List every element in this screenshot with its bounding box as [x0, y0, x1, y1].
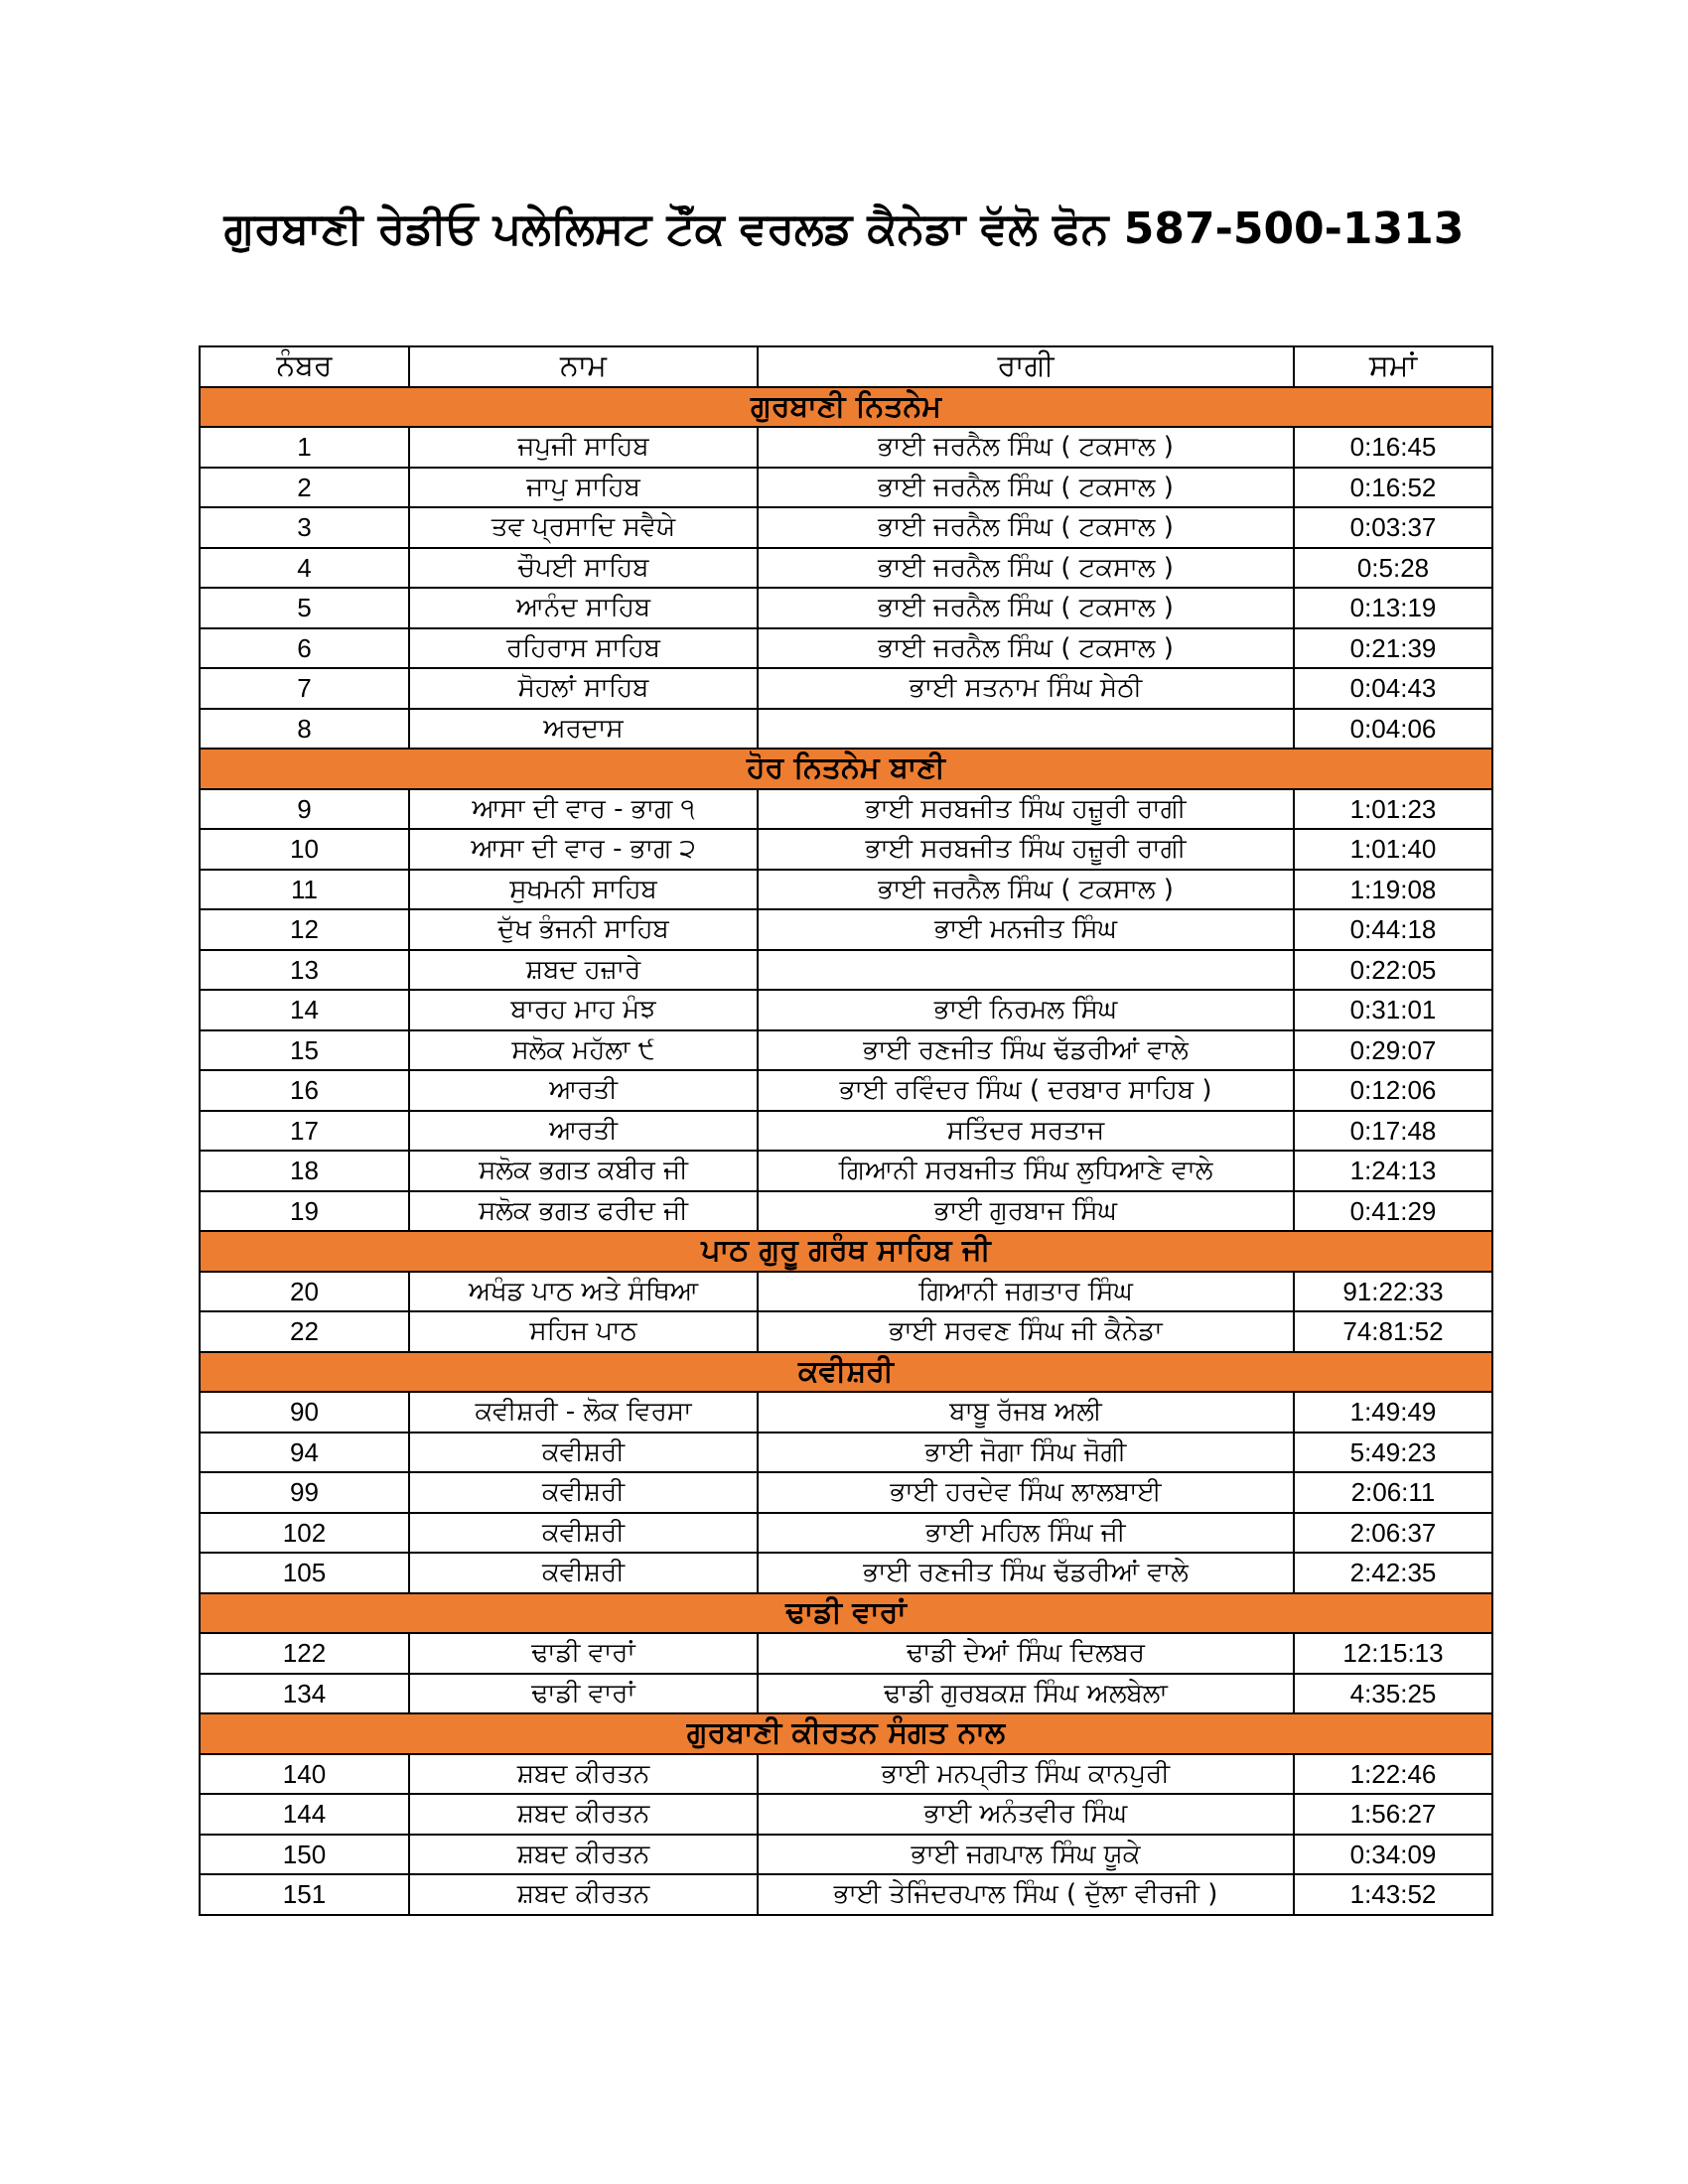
track-ragi: ਗਿਆਨੀ ਜਗਤਾਰ ਸਿੰਘ — [758, 1272, 1294, 1312]
table-row — [200, 789, 1492, 830]
track-duration: 0:17:48 — [1294, 1111, 1492, 1152]
table-row — [200, 1030, 1492, 1071]
table-row — [200, 1513, 1492, 1554]
track-name: ਸਲੋਕ ਮਹੱਲਾ ੯ — [409, 1030, 758, 1071]
section-title: ਗੁਰਬਾਣੀ ਕੀਰਤਨ ਸੰਗਤ ਨਾਲ — [200, 1713, 1492, 1754]
track-ragi: ਭਾਈ ਮਨਜੀਤ ਸਿੰਘ — [758, 909, 1294, 950]
track-ragi — [758, 950, 1294, 991]
table-row — [200, 1674, 1492, 1714]
section-header-row — [200, 1231, 1492, 1272]
track-number: 22 — [200, 1311, 409, 1352]
track-number: 9 — [200, 789, 409, 830]
track-name: ਕਵੀਸ਼ਰੀ — [409, 1553, 758, 1593]
track-name: ਆਰਤੀ — [409, 1111, 758, 1152]
table-row — [200, 548, 1492, 589]
track-duration: 2:06:11 — [1294, 1472, 1492, 1513]
playlist-body — [200, 387, 1492, 1915]
track-duration: 0:16:45 — [1294, 427, 1492, 468]
track-name: ਸੁਖਮਨੀ ਸਾਹਿਬ — [409, 870, 758, 910]
track-number: 15 — [200, 1030, 409, 1071]
track-duration: 0:21:39 — [1294, 628, 1492, 669]
track-ragi: ਭਾਈ ਨਿਰਮਲ ਸਿੰਘ — [758, 990, 1294, 1030]
track-duration: 0:29:07 — [1294, 1030, 1492, 1071]
section-header-row — [200, 1593, 1492, 1634]
track-ragi: ਭਾਈ ਸਤਨਾਮ ਸਿੰਘ ਸੇਠੀ — [758, 668, 1294, 709]
header-number: ਨੰਬਰ — [200, 346, 409, 387]
table-row — [200, 1754, 1492, 1795]
track-name: ਅਖੰਡ ਪਾਠ ਅਤੇ ਸੰਥਿਆ — [409, 1272, 758, 1312]
table-row — [200, 829, 1492, 870]
track-duration: 0:22:05 — [1294, 950, 1492, 991]
track-name: ਆਨੰਦ ਸਾਹਿਬ — [409, 588, 758, 628]
section-header-row — [200, 1352, 1492, 1393]
track-number: 140 — [200, 1754, 409, 1795]
track-duration: 2:06:37 — [1294, 1513, 1492, 1554]
track-ragi: ਭਾਈ ਰਣਜੀਤ ਸਿੰਘ ਢੱਡਰੀਆਂ ਵਾਲੇ — [758, 1030, 1294, 1071]
track-number: 8 — [200, 709, 409, 750]
section-header-row — [200, 1713, 1492, 1754]
track-duration: 1:56:27 — [1294, 1794, 1492, 1835]
track-duration: 4:35:25 — [1294, 1674, 1492, 1714]
track-name: ਕਵੀਸ਼ਰੀ — [409, 1513, 758, 1554]
track-duration: 0:44:18 — [1294, 909, 1492, 950]
track-name: ਤਵ ਪ੍ਰਸਾਦਿ ਸਵੈਯੇ — [409, 507, 758, 548]
track-name: ਰਹਿਰਾਸ ਸਾਹਿਬ — [409, 628, 758, 669]
track-ragi: ਸਤਿੰਦਰ ਸਰਤਾਜ — [758, 1111, 1294, 1152]
table-row — [200, 1272, 1492, 1312]
track-name: ਕਵੀਸ਼ਰੀ — [409, 1472, 758, 1513]
track-duration: 0:04:06 — [1294, 709, 1492, 750]
track-ragi: ਭਾਈ ਜਰਨੈਲ ਸਿੰਘ ( ਟਕਸਾਲ ) — [758, 548, 1294, 589]
track-duration: 0:03:37 — [1294, 507, 1492, 548]
track-number: 10 — [200, 829, 409, 870]
track-ragi: ਭਾਈ ਜਰਨੈਲ ਸਿੰਘ ( ਟਕਸਾਲ ) — [758, 628, 1294, 669]
track-duration: 0:41:29 — [1294, 1191, 1492, 1232]
track-ragi: ਭਾਈ ਜਰਨੈਲ ਸਿੰਘ ( ਟਕਸਾਲ ) — [758, 588, 1294, 628]
table-row — [200, 909, 1492, 950]
track-duration: 0:5:28 — [1294, 548, 1492, 589]
section-title: ਢਾਡੀ ਵਾਰਾਂ — [200, 1593, 1492, 1634]
track-duration: 1:01:40 — [1294, 829, 1492, 870]
track-name: ਦੁੱਖ ਭੰਜਨੀ ਸਾਹਿਬ — [409, 909, 758, 950]
track-duration: 0:34:09 — [1294, 1835, 1492, 1875]
track-duration: 1:22:46 — [1294, 1754, 1492, 1795]
track-duration: 0:12:06 — [1294, 1070, 1492, 1111]
track-ragi: ਭਾਈ ਜਰਨੈਲ ਸਿੰਘ ( ਟਕਸਾਲ ) — [758, 427, 1294, 468]
table-row — [200, 468, 1492, 508]
track-ragi — [758, 709, 1294, 750]
track-ragi: ਭਾਈ ਹਰਦੇਵ ਸਿੰਘ ਲਾਲਬਾਈ — [758, 1472, 1294, 1513]
track-name: ਢਾਡੀ ਵਾਰਾਂ — [409, 1674, 758, 1714]
track-name: ਆਸਾ ਦੀ ਵਾਰ - ਭਾਗ ੨ — [409, 829, 758, 870]
table-row — [200, 628, 1492, 669]
table-row — [200, 1392, 1492, 1433]
track-duration: 74:81:52 — [1294, 1311, 1492, 1352]
track-name: ਜਪੁਜੀ ਸਾਹਿਬ — [409, 427, 758, 468]
track-number: 4 — [200, 548, 409, 589]
track-ragi: ਭਾਈ ਜੋਗਾ ਸਿੰਘ ਜੋਗੀ — [758, 1433, 1294, 1473]
table-row — [200, 1111, 1492, 1152]
table-row — [200, 870, 1492, 910]
track-number: 5 — [200, 588, 409, 628]
track-duration: 2:42:35 — [1294, 1553, 1492, 1593]
track-ragi: ਢਾਡੀ ਗੁਰਬਕਸ਼ ਸਿੰਘ ਅਲਬੇਲਾ — [758, 1674, 1294, 1714]
table-row — [200, 1835, 1492, 1875]
table-row — [200, 427, 1492, 468]
track-number: 16 — [200, 1070, 409, 1111]
track-ragi: ਢਾਡੀ ਦੇਆਂ ਸਿੰਘ ਦਿਲਬਰ — [758, 1633, 1294, 1674]
track-ragi: ਭਾਈ ਰਵਿੰਦਰ ਸਿੰਘ ( ਦਰਬਾਰ ਸਾਹਿਬ ) — [758, 1070, 1294, 1111]
section-header-row — [200, 387, 1492, 428]
track-number: 150 — [200, 1835, 409, 1875]
section-title: ਹੋਰ ਨਿਤਨੇਮ ਬਾਣੀ — [200, 749, 1492, 789]
track-name: ਸਹਿਜ ਪਾਠ — [409, 1311, 758, 1352]
track-number: 102 — [200, 1513, 409, 1554]
track-number: 7 — [200, 668, 409, 709]
track-duration: 1:49:49 — [1294, 1392, 1492, 1433]
track-ragi: ਭਾਈ ਜਗਪਾਲ ਸਿੰਘ ਯੂਕੇ — [758, 1835, 1294, 1875]
track-number: 12 — [200, 909, 409, 950]
track-name: ਸੋਹਲਾਂ ਸਾਹਿਬ — [409, 668, 758, 709]
track-number: 1 — [200, 427, 409, 468]
track-number: 20 — [200, 1272, 409, 1312]
track-ragi: ਭਾਈ ਸਰਵਣ ਸਿੰਘ ਜੀ ਕੈਨੇਡਾ — [758, 1311, 1294, 1352]
track-ragi: ਭਾਈ ਗੁਰਬਾਜ ਸਿੰਘ — [758, 1191, 1294, 1232]
track-duration: 1:01:23 — [1294, 789, 1492, 830]
table-row — [200, 1633, 1492, 1674]
track-number: 99 — [200, 1472, 409, 1513]
track-ragi: ਭਾਈ ਜਰਨੈਲ ਸਿੰਘ ( ਟਕਸਾਲ ) — [758, 468, 1294, 508]
track-name: ਬਾਰਹ ਮਾਹ ਮੰਝ — [409, 990, 758, 1030]
track-ragi: ਭਾਈ ਜਰਨੈਲ ਸਿੰਘ ( ਟਕਸਾਲ ) — [758, 870, 1294, 910]
track-duration: 0:04:43 — [1294, 668, 1492, 709]
track-name: ਸ਼ਬਦ ਕੀਰਤਨ — [409, 1754, 758, 1795]
playlist-table — [199, 345, 1493, 1916]
track-ragi: ਭਾਈ ਜਰਨੈਲ ਸਿੰਘ ( ਟਕਸਾਲ ) — [758, 507, 1294, 548]
section-title: ਕਵੀਸ਼ਰੀ — [200, 1352, 1492, 1393]
track-number: 11 — [200, 870, 409, 910]
track-name: ਸ਼ਬਦ ਹਜ਼ਾਰੇ — [409, 950, 758, 991]
track-ragi: ਭਾਈ ਅਨੰਤਵੀਰ ਸਿੰਘ — [758, 1794, 1294, 1835]
track-number: 151 — [200, 1874, 409, 1915]
table-row — [200, 1553, 1492, 1593]
table-row — [200, 668, 1492, 709]
track-number: 134 — [200, 1674, 409, 1714]
track-number: 105 — [200, 1553, 409, 1593]
track-number: 3 — [200, 507, 409, 548]
track-ragi: ਭਾਈ ਰਣਜੀਤ ਸਿੰਘ ਢੱਡਰੀਆਂ ਵਾਲੇ — [758, 1553, 1294, 1593]
track-name: ਆਰਤੀ — [409, 1070, 758, 1111]
table-row — [200, 1311, 1492, 1352]
track-number: 6 — [200, 628, 409, 669]
table-row — [200, 1191, 1492, 1232]
table-row — [200, 1874, 1492, 1915]
track-ragi: ਬਾਬੂ ਰੱਜਬ ਅਲੀ — [758, 1392, 1294, 1433]
track-ragi: ਭਾਈ ਸਰਬਜੀਤ ਸਿੰਘ ਹਜ਼ੂਰੀ ਰਾਗੀ — [758, 829, 1294, 870]
section-header-row — [200, 749, 1492, 789]
track-name: ਅਰਦਾਸ — [409, 709, 758, 750]
table-row — [200, 1070, 1492, 1111]
track-name: ਸ਼ਬਦ ਕੀਰਤਨ — [409, 1794, 758, 1835]
track-duration: 12:15:13 — [1294, 1633, 1492, 1674]
track-name: ਆਸਾ ਦੀ ਵਾਰ - ਭਾਗ ੧ — [409, 789, 758, 830]
track-duration: 0:13:19 — [1294, 588, 1492, 628]
track-name: ਸਲੋਕ ਭਗਤ ਫਰੀਦ ਜੀ — [409, 1191, 758, 1232]
header-ragi: ਰਾਗੀ — [758, 346, 1294, 387]
header-name: ਨਾਮ — [409, 346, 758, 387]
track-ragi: ਭਾਈ ਤੇਜਿੰਦਰਪਾਲ ਸਿੰਘ ( ਦੁੱਲਾ ਵੀਰਜੀ ) — [758, 1874, 1294, 1915]
table-row — [200, 1472, 1492, 1513]
track-number: 2 — [200, 468, 409, 508]
track-number: 90 — [200, 1392, 409, 1433]
track-number: 13 — [200, 950, 409, 991]
table-row — [200, 588, 1492, 628]
table-row — [200, 709, 1492, 750]
track-duration: 0:31:01 — [1294, 990, 1492, 1030]
track-duration: 5:49:23 — [1294, 1433, 1492, 1473]
track-name: ਕਵੀਸ਼ਰੀ - ਲੋਕ ਵਿਰਸਾ — [409, 1392, 758, 1433]
track-number: 122 — [200, 1633, 409, 1674]
page-title: ਗੁਰਬਾਣੀ ਰੇਡੀਓ ਪਲੇਲਿਸਟ ਟੌੱਕ ਵਰਲਡ ਕੈਨੇਡਾ ਵੱਲੋ ਫੋਨ 587-500-1313 — [223, 204, 1465, 254]
track-duration: 1:24:13 — [1294, 1151, 1492, 1191]
track-ragi: ਗਿਆਨੀ ਸਰਬਜੀਤ ਸਿੰਘ ਲੁਧਿਆਣੇ ਵਾਲੇ — [758, 1151, 1294, 1191]
track-ragi: ਭਾਈ ਮਹਿਲ ਸਿੰਘ ਜੀ — [758, 1513, 1294, 1554]
track-name: ਢਾਡੀ ਵਾਰਾਂ — [409, 1633, 758, 1674]
track-number: 94 — [200, 1433, 409, 1473]
track-duration: 91:22:33 — [1294, 1272, 1492, 1312]
track-duration: 1:19:08 — [1294, 870, 1492, 910]
table-header-row — [200, 346, 1492, 387]
track-ragi: ਭਾਈ ਮਨਪ੍ਰੀਤ ਸਿੰਘ ਕਾਨਪੁਰੀ — [758, 1754, 1294, 1795]
track-name: ਕਵੀਸ਼ਰੀ — [409, 1433, 758, 1473]
table-row — [200, 1794, 1492, 1835]
track-name: ਸ਼ਬਦ ਕੀਰਤਨ — [409, 1874, 758, 1915]
track-number: 17 — [200, 1111, 409, 1152]
track-number: 144 — [200, 1794, 409, 1835]
track-ragi: ਭਾਈ ਸਰਬਜੀਤ ਸਿੰਘ ਹਜ਼ੂਰੀ ਰਾਗੀ — [758, 789, 1294, 830]
track-number: 19 — [200, 1191, 409, 1232]
section-title: ਪਾਠ ਗੁਰੂ ਗਰੰਥ ਸਾਹਿਬ ਜੀ — [200, 1231, 1492, 1272]
table-row — [200, 1151, 1492, 1191]
table-row — [200, 990, 1492, 1030]
track-name: ਸ਼ਬਦ ਕੀਰਤਨ — [409, 1835, 758, 1875]
table-row — [200, 507, 1492, 548]
track-duration: 1:43:52 — [1294, 1874, 1492, 1915]
table-row — [200, 950, 1492, 991]
track-duration: 0:16:52 — [1294, 468, 1492, 508]
track-number: 14 — [200, 990, 409, 1030]
track-name: ਸਲੋਕ ਭਗਤ ਕਬੀਰ ਜੀ — [409, 1151, 758, 1191]
track-name: ਜਾਪੁ ਸਾਹਿਬ — [409, 468, 758, 508]
track-number: 18 — [200, 1151, 409, 1191]
section-title: ਗੁਰਬਾਣੀ ਨਿਤਨੇਮ — [200, 387, 1492, 428]
track-name: ਚੌਪਈ ਸਾਹਿਬ — [409, 548, 758, 589]
table-row — [200, 1433, 1492, 1473]
header-duration: ਸਮਾਂ — [1294, 346, 1492, 387]
